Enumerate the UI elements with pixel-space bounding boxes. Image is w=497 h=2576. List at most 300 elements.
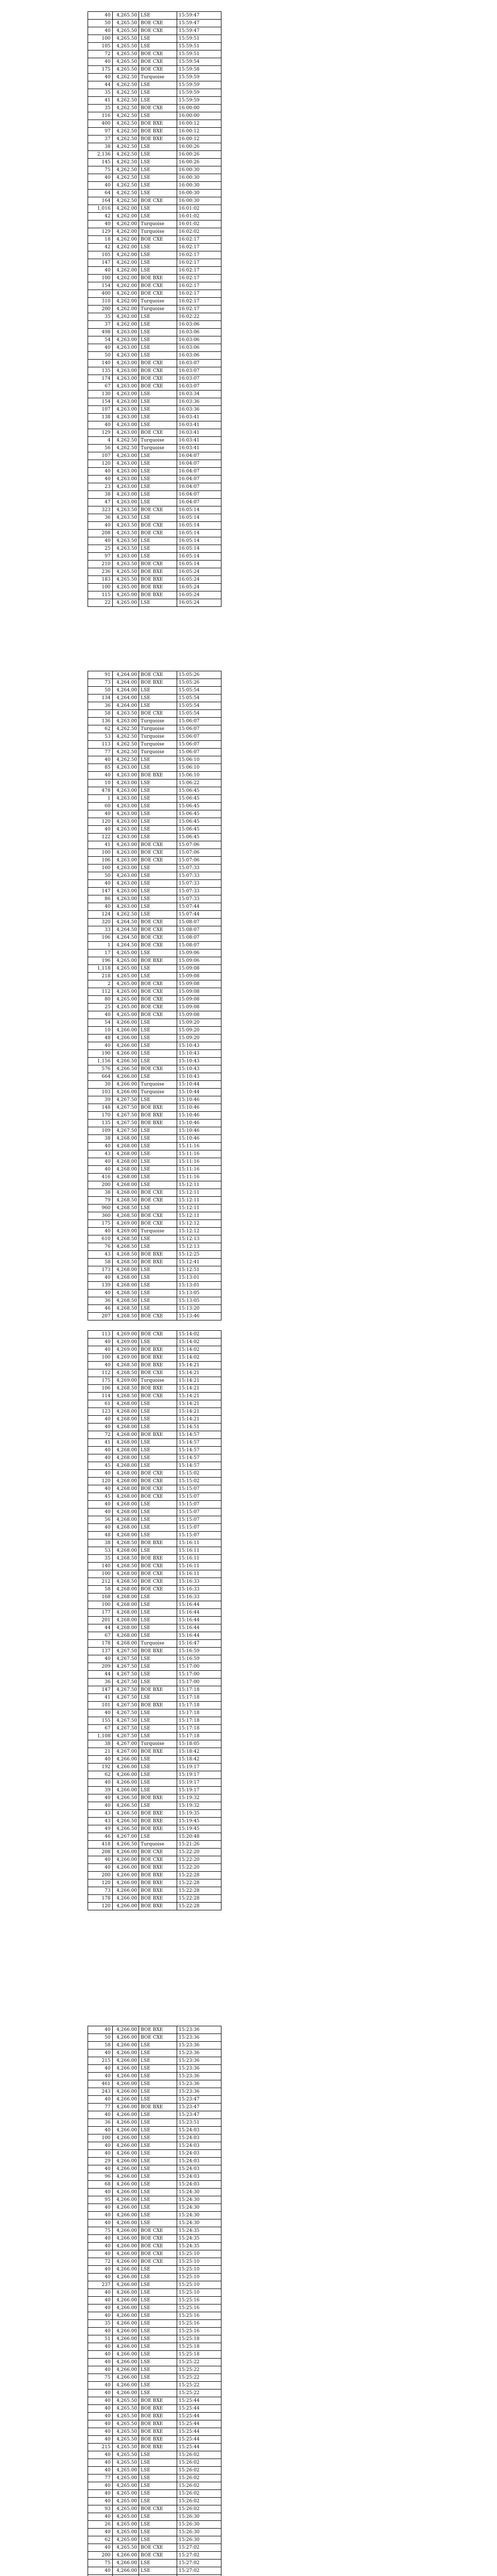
venue-cell: LSE bbox=[139, 2065, 177, 2073]
price-cell: 4,268.00 bbox=[112, 1462, 139, 1470]
time-cell: 16:03:06 bbox=[177, 344, 221, 352]
volume-cell: 35 bbox=[88, 105, 113, 112]
volume-cell: 96 bbox=[88, 2173, 113, 2181]
table-row bbox=[88, 2444, 221, 2451]
price-cell: 4,265.00 bbox=[112, 2482, 139, 2490]
price-cell: 4,266.00 bbox=[112, 2243, 139, 2250]
volume-cell: 17 bbox=[88, 950, 113, 957]
table-row bbox=[88, 414, 221, 421]
table-row bbox=[88, 1104, 221, 1112]
venue-cell: LSE bbox=[139, 2049, 177, 2057]
price-cell: 4,262.00 bbox=[112, 244, 139, 251]
venue-cell: BOE CXE bbox=[139, 58, 177, 66]
price-cell: 4,262.50 bbox=[112, 197, 139, 205]
venue-cell: BOE CXE bbox=[139, 934, 177, 942]
table-row bbox=[88, 1058, 221, 1065]
price-cell: 4,263.00 bbox=[112, 779, 139, 787]
price-cell: 4,268.50 bbox=[112, 1362, 139, 1369]
time-cell: 15:25:22 bbox=[177, 2366, 221, 2374]
table-row bbox=[88, 2382, 221, 2389]
time-cell: 15:14:02 bbox=[177, 1346, 221, 1354]
table-row bbox=[88, 1895, 221, 1903]
volume-cell: 416 bbox=[88, 1174, 113, 1181]
price-cell: 4,264.00 bbox=[112, 679, 139, 687]
venue-cell: BOE BXE bbox=[139, 1872, 177, 1879]
price-cell: 4,263.00 bbox=[112, 452, 139, 460]
price-cell: 4,268.00 bbox=[112, 1617, 139, 1624]
price-cell: 4,266.00 bbox=[112, 2204, 139, 2212]
venue-cell: LSE bbox=[139, 756, 177, 764]
volume-cell: 154 bbox=[88, 398, 113, 406]
price-cell: 4,269.00 bbox=[112, 1331, 139, 1338]
venue-cell: LSE bbox=[139, 2212, 177, 2219]
price-cell: 4,262.00 bbox=[112, 221, 139, 228]
volume-cell: 37 bbox=[88, 321, 113, 329]
time-cell: 15:25:44 bbox=[177, 2413, 221, 2420]
price-cell: 4,262.00 bbox=[112, 236, 139, 244]
time-cell: 15:23:36 bbox=[177, 2080, 221, 2088]
time-cell: 15:10:43 bbox=[177, 1050, 221, 1058]
table-row bbox=[88, 988, 221, 996]
venue-cell: LSE bbox=[139, 810, 177, 818]
time-cell: 15:24:30 bbox=[177, 2196, 221, 2204]
time-cell: 16:03:41 bbox=[177, 414, 221, 421]
volume-cell: 114 bbox=[88, 1393, 113, 1400]
volume-cell: 183 bbox=[88, 576, 113, 584]
venue-cell: BOE BXE bbox=[139, 1887, 177, 1895]
price-cell: 4,266.00 bbox=[112, 2560, 139, 2567]
table-row bbox=[88, 1073, 221, 1081]
price-cell: 4,265.00 bbox=[112, 2498, 139, 2505]
volume-cell: 38 bbox=[88, 1189, 113, 1197]
volume-cell: 120 bbox=[88, 1879, 113, 1887]
price-cell: 4,268.00 bbox=[112, 1135, 139, 1143]
price-cell: 4,267.50 bbox=[112, 1655, 139, 1663]
price-cell: 4,268.50 bbox=[112, 1305, 139, 1313]
time-cell: 15:27:02 bbox=[177, 2552, 221, 2560]
time-cell: 15:10:46 bbox=[177, 1135, 221, 1143]
venue-cell: LSE bbox=[139, 182, 177, 190]
volume-cell: 97 bbox=[88, 553, 113, 561]
volume-cell: 1 bbox=[88, 942, 113, 950]
table-row bbox=[88, 2165, 221, 2173]
volume-cell: 43 bbox=[88, 1251, 113, 1259]
venue-cell: LSE bbox=[139, 1671, 177, 1679]
price-cell: 4,268.00 bbox=[112, 1485, 139, 1493]
price-cell: 4,265.00 bbox=[112, 584, 139, 591]
table-row bbox=[88, 1879, 221, 1887]
table-row bbox=[88, 1120, 221, 1127]
price-cell: 4,268.00 bbox=[112, 1189, 139, 1197]
table-row bbox=[88, 2026, 221, 2034]
venue-cell: Turquoise bbox=[139, 1081, 177, 1089]
time-cell: 15:22:20 bbox=[177, 1856, 221, 1864]
price-cell: 4,265.00 bbox=[112, 965, 139, 973]
table-row bbox=[88, 1841, 221, 1849]
volume-cell: 40 bbox=[88, 772, 113, 779]
venue-cell: Turquoise bbox=[139, 445, 177, 452]
price-cell: 4,262.50 bbox=[112, 437, 139, 445]
time-cell: 15:09:20 bbox=[177, 1019, 221, 1027]
table-row bbox=[88, 1725, 221, 1733]
price-cell: 4,268.00 bbox=[112, 1516, 139, 1524]
table-row bbox=[88, 1740, 221, 1748]
price-cell: 4,267.50 bbox=[112, 1709, 139, 1717]
time-cell: 16:01:02 bbox=[177, 205, 221, 213]
time-cell: 15:25:10 bbox=[177, 2281, 221, 2289]
time-cell: 16:05:24 bbox=[177, 599, 221, 607]
time-cell: 15:07:44 bbox=[177, 911, 221, 919]
time-cell: 15:06:45 bbox=[177, 826, 221, 834]
price-cell: 4,264.50 bbox=[112, 942, 139, 950]
volume-cell: 192 bbox=[88, 1764, 113, 1771]
time-cell: 15:25:16 bbox=[177, 2304, 221, 2312]
price-cell: 4,265.00 bbox=[112, 1004, 139, 1011]
price-cell: 4,264.00 bbox=[112, 687, 139, 694]
price-cell: 4,266.50 bbox=[112, 1058, 139, 1065]
venue-cell: LSE bbox=[139, 414, 177, 421]
table-row bbox=[88, 919, 221, 926]
venue-cell: Turquoise bbox=[139, 298, 177, 306]
price-cell: 4,262.50 bbox=[112, 174, 139, 182]
volume-cell: 43 bbox=[88, 1810, 113, 1818]
venue-cell: BOE CXE bbox=[139, 530, 177, 537]
venue-cell: LSE bbox=[139, 1725, 177, 1733]
price-cell: 4,263.00 bbox=[112, 553, 139, 561]
price-cell: 4,267.50 bbox=[112, 1686, 139, 1694]
volume-cell: 160 bbox=[88, 865, 113, 872]
time-cell: 15:23:51 bbox=[177, 2119, 221, 2127]
venue-cell: BOE BXE bbox=[139, 1748, 177, 1756]
volume-cell: 175 bbox=[88, 1220, 113, 1228]
venue-cell: LSE bbox=[139, 1509, 177, 1516]
volume-cell: 360 bbox=[88, 1212, 113, 1220]
table-row bbox=[88, 1640, 221, 1648]
table-row bbox=[88, 236, 221, 244]
price-cell: 4,266.00 bbox=[112, 1872, 139, 1879]
table-row bbox=[88, 128, 221, 135]
price-cell: 4,268.00 bbox=[112, 1431, 139, 1439]
venue-cell: BOE BXE bbox=[139, 1112, 177, 1120]
trades-table bbox=[88, 2026, 221, 2576]
table-row bbox=[88, 1205, 221, 1212]
volume-cell: 73 bbox=[88, 1887, 113, 1895]
volume-cell: 40 bbox=[88, 2235, 113, 2243]
table-row bbox=[88, 1501, 221, 1509]
venue-cell: LSE bbox=[139, 2289, 177, 2297]
volume-cell: 25 bbox=[88, 1004, 113, 1011]
venue-cell: LSE bbox=[139, 321, 177, 329]
volume-cell: 95 bbox=[88, 2196, 113, 2204]
price-cell: 4,265.00 bbox=[112, 2467, 139, 2475]
volume-cell: 168 bbox=[88, 1594, 113, 1601]
time-cell: 15:25:44 bbox=[177, 2428, 221, 2436]
venue-cell: LSE bbox=[139, 499, 177, 506]
time-cell: 15:15:07 bbox=[177, 1516, 221, 1524]
venue-cell: BOE CXE bbox=[139, 360, 177, 367]
venue-cell: LSE bbox=[139, 2328, 177, 2335]
venue-cell: LSE bbox=[139, 2150, 177, 2158]
table-row bbox=[88, 2057, 221, 2065]
price-cell: 4,266.50 bbox=[112, 1065, 139, 1073]
price-cell: 4,262.00 bbox=[112, 251, 139, 259]
venue-cell: LSE bbox=[139, 795, 177, 803]
venue-cell: LSE bbox=[139, 1290, 177, 1297]
venue-cell: BOE BXE bbox=[139, 957, 177, 965]
time-cell: 15:22:28 bbox=[177, 1887, 221, 1895]
time-cell: 15:23:47 bbox=[177, 2111, 221, 2119]
venue-cell: LSE bbox=[139, 1416, 177, 1423]
volume-cell: 123 bbox=[88, 1408, 113, 1416]
price-cell: 4,262.00 bbox=[112, 313, 139, 321]
time-cell: 15:10:46 bbox=[177, 1104, 221, 1112]
volume-cell: 79 bbox=[88, 1197, 113, 1205]
venue-cell: BOE CXE bbox=[139, 236, 177, 244]
venue-cell: BOE CXE bbox=[139, 50, 177, 58]
table-row bbox=[88, 97, 221, 105]
volume-cell: 40 bbox=[88, 2382, 113, 2389]
price-cell: 4,262.50 bbox=[112, 741, 139, 749]
venue-cell: BOE CXE bbox=[139, 2552, 177, 2560]
volume-cell: 40 bbox=[88, 2026, 113, 2034]
venue-cell: LSE bbox=[139, 1447, 177, 1454]
venue-cell: BOE CXE bbox=[139, 857, 177, 865]
venue-cell: LSE bbox=[139, 406, 177, 414]
venue-cell: LSE bbox=[139, 545, 177, 553]
volume-cell: 40 bbox=[88, 182, 113, 190]
time-cell: 15:14:21 bbox=[177, 1362, 221, 1369]
table-row bbox=[88, 2042, 221, 2049]
venue-cell: BOE CXE bbox=[139, 988, 177, 996]
venue-cell: BOE CXE bbox=[139, 926, 177, 934]
venue-cell: LSE bbox=[139, 1624, 177, 1632]
venue-cell: BOE CXE bbox=[139, 2505, 177, 2513]
table-row bbox=[88, 545, 221, 553]
time-cell: 16:05:24 bbox=[177, 584, 221, 591]
table-row bbox=[88, 267, 221, 275]
venue-cell: LSE bbox=[139, 190, 177, 197]
volume-cell: 1,118 bbox=[88, 965, 113, 973]
venue-cell: BOE BXE bbox=[139, 1686, 177, 1694]
venue-cell: LSE bbox=[139, 826, 177, 834]
time-cell: 15:25:16 bbox=[177, 2312, 221, 2320]
venue-cell: BOE CXE bbox=[139, 1393, 177, 1400]
price-cell: 4,266.00 bbox=[112, 2034, 139, 2042]
price-cell: 4,266.00 bbox=[112, 2173, 139, 2181]
price-cell: 4,268.50 bbox=[112, 1563, 139, 1570]
time-cell: 15:16:11 bbox=[177, 1547, 221, 1555]
table-row bbox=[88, 27, 221, 35]
venue-cell: LSE bbox=[139, 1266, 177, 1274]
time-cell: 15:24:03 bbox=[177, 2134, 221, 2142]
volume-cell: 40 bbox=[88, 1166, 113, 1174]
venue-cell: LSE bbox=[139, 599, 177, 607]
venue-cell: LSE bbox=[139, 1150, 177, 1158]
volume-cell: 215 bbox=[88, 2444, 113, 2451]
price-cell: 4,266.00 bbox=[112, 2073, 139, 2080]
price-cell: 4,263.00 bbox=[112, 849, 139, 857]
price-cell: 4,263.00 bbox=[112, 803, 139, 810]
table-row bbox=[88, 2451, 221, 2459]
table-row bbox=[88, 2150, 221, 2158]
venue-cell: LSE bbox=[139, 1027, 177, 1035]
time-cell: 15:25:16 bbox=[177, 2320, 221, 2328]
time-cell: 15:08:07 bbox=[177, 926, 221, 934]
time-cell: 15:07:33 bbox=[177, 872, 221, 880]
volume-cell: 40 bbox=[88, 1802, 113, 1810]
venue-cell: LSE bbox=[139, 244, 177, 251]
time-cell: 15:26:02 bbox=[177, 2475, 221, 2482]
time-cell: 16:00:12 bbox=[177, 120, 221, 128]
venue-cell: LSE bbox=[139, 2490, 177, 2498]
time-cell: 15:13:46 bbox=[177, 1313, 221, 1320]
time-cell: 16:03:41 bbox=[177, 421, 221, 429]
table-row bbox=[88, 934, 221, 942]
volume-cell: 310 bbox=[88, 298, 113, 306]
price-cell: 4,264.50 bbox=[112, 926, 139, 934]
table-row bbox=[88, 221, 221, 228]
venue-cell: LSE bbox=[139, 43, 177, 50]
venue-cell: LSE bbox=[139, 2158, 177, 2165]
time-cell: 16:02:17 bbox=[177, 275, 221, 282]
venue-cell: Turquoise bbox=[139, 718, 177, 725]
venue-cell: BOE CXE bbox=[139, 66, 177, 74]
time-cell: 15:59:58 bbox=[177, 66, 221, 74]
volume-cell: 50 bbox=[88, 20, 113, 27]
venue-cell: LSE bbox=[139, 97, 177, 105]
venue-cell: LSE bbox=[139, 166, 177, 174]
venue-cell: BOE BXE bbox=[139, 2405, 177, 2413]
venue-cell: BOE CXE bbox=[139, 367, 177, 375]
venue-cell: BOE CXE bbox=[139, 1570, 177, 1578]
table-row bbox=[88, 1516, 221, 1524]
price-cell: 4,262.50 bbox=[112, 143, 139, 151]
price-cell: 4,268.00 bbox=[112, 1150, 139, 1158]
price-cell: 4,262.50 bbox=[112, 182, 139, 190]
time-cell: 15:06:45 bbox=[177, 834, 221, 841]
venue-cell: LSE bbox=[139, 2482, 177, 2490]
price-cell: 4,266.00 bbox=[112, 2080, 139, 2088]
volume-cell: 35 bbox=[88, 1555, 113, 1563]
price-cell: 4,262.00 bbox=[112, 306, 139, 313]
price-cell: 4,266.00 bbox=[112, 1879, 139, 1887]
venue-cell: LSE bbox=[139, 2467, 177, 2475]
table-row bbox=[88, 2567, 221, 2575]
price-cell: 4,268.50 bbox=[112, 1290, 139, 1297]
volume-cell: 145 bbox=[88, 159, 113, 166]
table-row bbox=[88, 1313, 221, 1320]
venue-cell: LSE bbox=[139, 2513, 177, 2521]
table-row bbox=[88, 741, 221, 749]
price-cell: 4,263.50 bbox=[112, 530, 139, 537]
volume-cell: 164 bbox=[88, 197, 113, 205]
volume-cell: 320 bbox=[88, 919, 113, 926]
price-cell: 4,268.00 bbox=[112, 1524, 139, 1532]
price-cell: 4,268.00 bbox=[112, 1266, 139, 1274]
volume-cell: 97 bbox=[88, 128, 113, 135]
table-row bbox=[88, 2281, 221, 2289]
time-cell: 15:13:01 bbox=[177, 1282, 221, 1290]
price-cell: 4,266.00 bbox=[112, 2111, 139, 2119]
table-row bbox=[88, 2343, 221, 2351]
table-row bbox=[88, 2420, 221, 2428]
venue-cell: LSE bbox=[139, 1655, 177, 1663]
table-row bbox=[88, 1601, 221, 1609]
volume-cell: 39 bbox=[88, 1787, 113, 1794]
time-cell: 15:59:51 bbox=[177, 50, 221, 58]
venue-cell: LSE bbox=[139, 1663, 177, 1671]
time-cell: 16:00:12 bbox=[177, 128, 221, 135]
venue-cell: LSE bbox=[139, 514, 177, 522]
price-cell: 4,269.00 bbox=[112, 1338, 139, 1346]
table-row bbox=[88, 50, 221, 58]
price-cell: 4,266.50 bbox=[112, 1794, 139, 1802]
volume-cell: 75 bbox=[88, 2227, 113, 2235]
time-cell: 16:05:14 bbox=[177, 530, 221, 537]
price-cell: 4,262.50 bbox=[112, 911, 139, 919]
venue-cell: LSE bbox=[139, 2536, 177, 2544]
price-cell: 4,265.50 bbox=[112, 35, 139, 43]
time-cell: 15:12:25 bbox=[177, 1251, 221, 1259]
time-cell: 15:15:07 bbox=[177, 1532, 221, 1539]
price-cell: 4,265.00 bbox=[112, 2475, 139, 2482]
venue-cell: LSE bbox=[139, 888, 177, 895]
volume-cell: 140 bbox=[88, 1563, 113, 1570]
venue-cell: BOE CXE bbox=[139, 841, 177, 849]
table-row bbox=[88, 2335, 221, 2343]
price-cell: 4,268.00 bbox=[112, 1601, 139, 1609]
table-row bbox=[88, 2173, 221, 2181]
venue-cell: LSE bbox=[139, 1181, 177, 1189]
price-cell: 4,262.50 bbox=[112, 190, 139, 197]
time-cell: 15:59:54 bbox=[177, 58, 221, 66]
table-row bbox=[88, 2073, 221, 2080]
table-row bbox=[88, 429, 221, 437]
table-row bbox=[88, 710, 221, 718]
volume-cell: 113 bbox=[88, 741, 113, 749]
table-row bbox=[88, 336, 221, 344]
time-cell: 16:02:17 bbox=[177, 282, 221, 290]
table-row bbox=[88, 58, 221, 66]
volume-cell: 178 bbox=[88, 1640, 113, 1648]
volume-cell: 38 bbox=[88, 1135, 113, 1143]
volume-cell: 44 bbox=[88, 81, 113, 89]
volume-cell: 45 bbox=[88, 1493, 113, 1501]
volume-cell: 53 bbox=[88, 1547, 113, 1555]
venue-cell: LSE bbox=[139, 2389, 177, 2397]
table-row bbox=[88, 1624, 221, 1632]
price-cell: 4,266.00 bbox=[112, 2088, 139, 2096]
price-cell: 4,266.00 bbox=[112, 2150, 139, 2158]
time-cell: 16:00:30 bbox=[177, 190, 221, 197]
price-cell: 4,267.50 bbox=[112, 1096, 139, 1104]
venue-cell: LSE bbox=[139, 903, 177, 911]
table-row bbox=[88, 1369, 221, 1377]
volume-cell: 137 bbox=[88, 1648, 113, 1655]
table-row bbox=[88, 483, 221, 491]
volume-cell: 73 bbox=[88, 679, 113, 687]
time-cell: 15:19:32 bbox=[177, 1802, 221, 1810]
price-cell: 4,263.00 bbox=[112, 818, 139, 826]
time-cell: 15:17:18 bbox=[177, 1702, 221, 1709]
venue-cell: LSE bbox=[139, 2359, 177, 2366]
price-cell: 4,263.00 bbox=[112, 841, 139, 849]
volume-cell: 120 bbox=[88, 1478, 113, 1485]
time-cell: 15:05:26 bbox=[177, 679, 221, 687]
volume-cell: 33 bbox=[88, 926, 113, 934]
table-row bbox=[88, 522, 221, 530]
table-row bbox=[88, 718, 221, 725]
